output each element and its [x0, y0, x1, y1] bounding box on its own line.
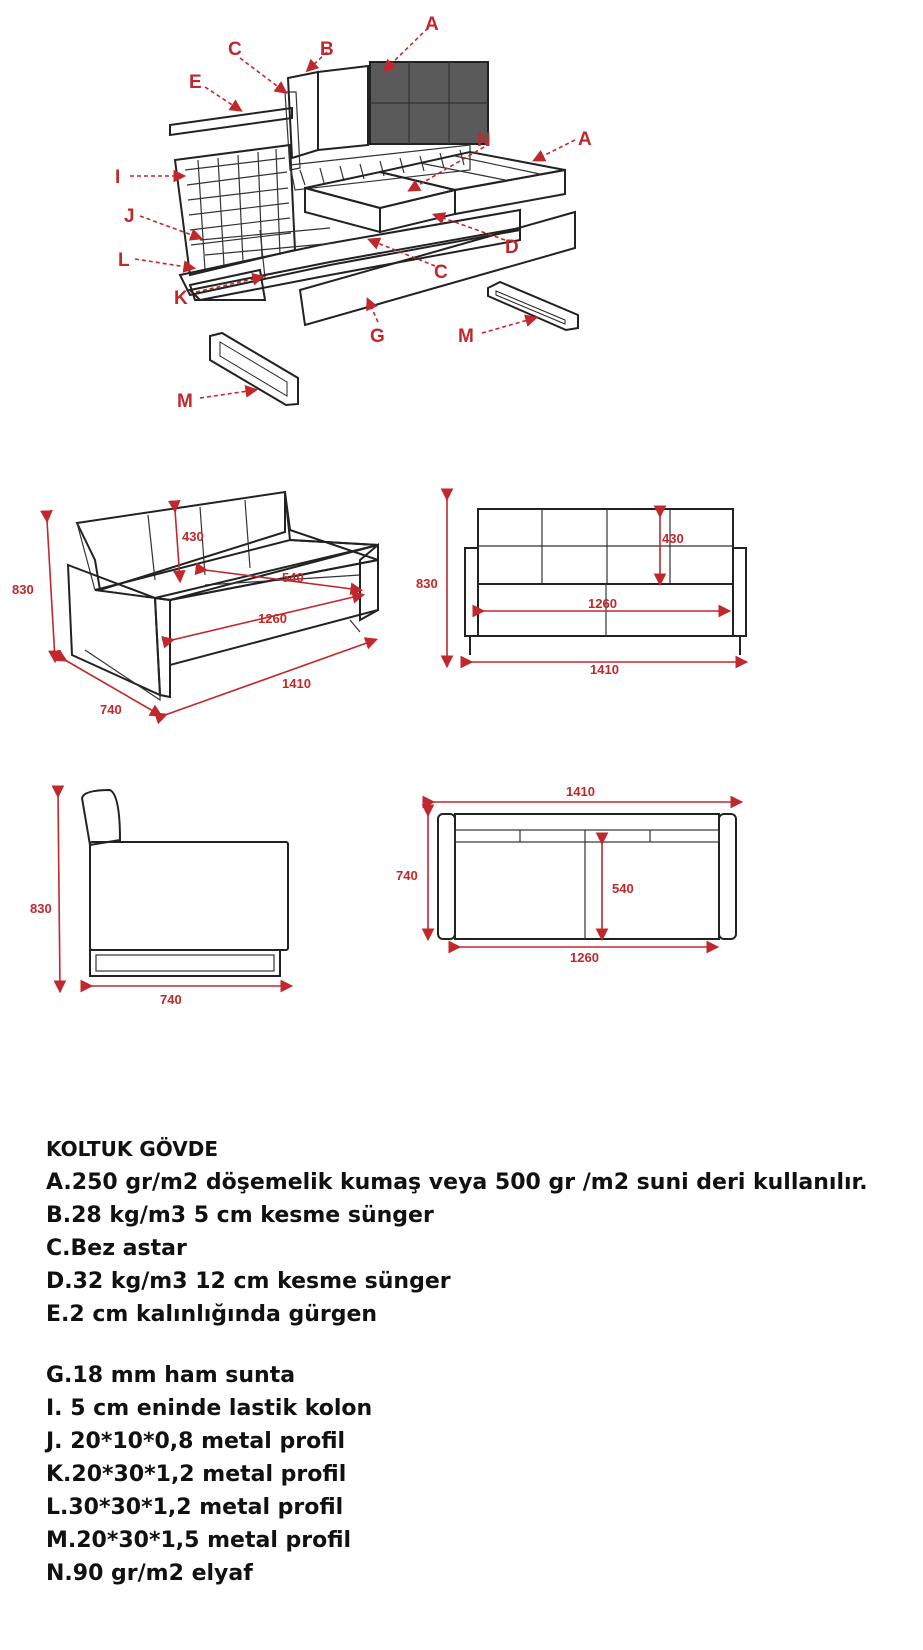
- label-i: I: [115, 167, 121, 188]
- label-j: J: [124, 206, 135, 227]
- persp-dim-seat: 540: [282, 570, 304, 585]
- label-a-top: A: [425, 14, 439, 35]
- spec-item-n: N.90 gr/m2 elyaf: [46, 1561, 253, 1586]
- spec-item-a: A.250 gr/m2 döşemelik kumaş veya 500 gr /m2 suni deri kullanılır.: [46, 1170, 868, 1195]
- spec-item-i: I. 5 cm eninde lastik kolon: [46, 1396, 373, 1421]
- front-dim-inner: 1260: [588, 596, 617, 611]
- m-profile-right: [488, 282, 578, 330]
- label-b: B: [320, 39, 334, 60]
- spec-item-m: M.20*30*1,5 metal profil: [46, 1528, 352, 1553]
- perspective-view: [12, 492, 378, 717]
- spec-item-j: J. 20*10*0,8 metal profil: [46, 1429, 346, 1454]
- side-dim-height: 830: [30, 901, 52, 916]
- top-dim-depth: 740: [396, 868, 418, 883]
- exploded-view: [115, 14, 592, 412]
- back-cushion: [370, 62, 488, 144]
- top-dim-inner: 1260: [570, 950, 599, 965]
- spec-item-g: G.18 mm ham sunta: [46, 1363, 296, 1388]
- label-d: D: [505, 237, 519, 258]
- top-dim-seat: 540: [612, 881, 634, 896]
- spec-item-d: D.32 kg/m3 12 cm kesme sünger: [46, 1269, 451, 1294]
- persp-dim-width: 1410: [282, 676, 311, 691]
- label-a-right: A: [578, 129, 592, 150]
- spec-heading: KOLTUK GÖVDE: [46, 1137, 219, 1161]
- side-view: [30, 790, 290, 1007]
- label-m-right: M: [458, 326, 474, 347]
- top-dim-width: 1410: [566, 784, 595, 799]
- spec-item-k: K.20*30*1,2 metal profil: [46, 1462, 347, 1487]
- front-dim-back: 430: [662, 531, 684, 546]
- persp-dim-height: 830: [12, 582, 34, 597]
- label-k: K: [174, 288, 188, 309]
- spec-item-b: B.28 kg/m3 5 cm kesme sünger: [46, 1203, 434, 1228]
- label-c-top: C: [228, 39, 242, 60]
- spec-item-c: C.Bez astar: [46, 1236, 187, 1261]
- label-c-mid: C: [434, 262, 448, 283]
- spec-list: [46, 1133, 868, 1590]
- front-view: [416, 498, 746, 677]
- spec-item-l: L.30*30*1,2 metal profil: [46, 1495, 344, 1520]
- seat-cushions: [305, 152, 565, 232]
- label-m-left: M: [177, 391, 193, 412]
- persp-dim-depth: 740: [100, 702, 122, 717]
- front-dim-height: 830: [416, 576, 438, 591]
- label-e: E: [189, 72, 202, 93]
- spec-spacer: [46, 1331, 868, 1359]
- side-dim-depth: 740: [160, 992, 182, 1007]
- label-g: G: [370, 326, 385, 347]
- front-dim-width: 1410: [590, 662, 619, 677]
- persp-dim-inner: 1260: [258, 611, 287, 626]
- label-l: L: [118, 250, 130, 271]
- label-n: N: [477, 130, 491, 151]
- spec-item-e: E.2 cm kalınlığında gürgen: [46, 1302, 378, 1327]
- persp-dim-back: 430: [182, 529, 204, 544]
- top-view: [396, 784, 740, 965]
